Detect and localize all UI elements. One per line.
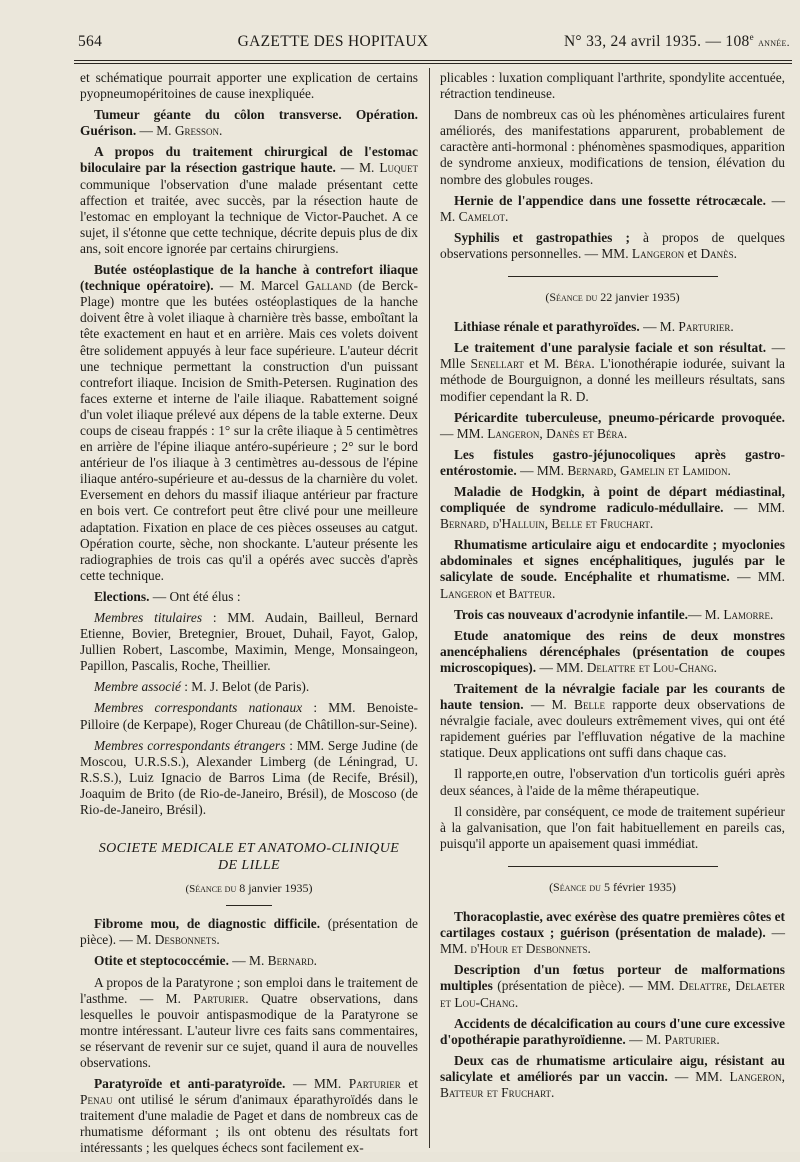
- paragraph: Dans de nombreux cas où les phénomènes articulaires furent améliorés, des manifestations apparurent, probablement de caractère anti-hormonal : phénomènes spasmodiques, apparition de syndrome anxieux, modifications de tension, élévation du nombre des globules rouges.: [440, 107, 785, 187]
- article-entry: Fibrome mou, de diagnostic difficile. (présentation de pièce). — M. Desbonnets.: [80, 916, 418, 948]
- session-date: (Séance du 5 février 1935): [549, 879, 676, 894]
- paragraph: Il rapporte,en outre, l'observation d'un torticolis guéri après deux séances, à l'aide de la même thérapeutique.: [440, 766, 785, 798]
- society-heading: SOCIETE MEDICALE ET ANATOMO-CLINIQUE DE LILLE: [98, 841, 400, 874]
- section-rule: [226, 905, 272, 906]
- section-rule: [508, 866, 718, 867]
- section-rule: [508, 276, 718, 277]
- article-entry: Rhumatisme articulaire aigu et endocardite ; myoclonies abdominales et signes encéphalitiques, jugulés par le salicylate de soude. Encéphalite et rhumatisme. — MM. Langeron et Batteur.: [440, 537, 785, 601]
- elections-list: Membres correspondants nationaux : MM. Benoiste-Pilloire (de Kerpape), Roger Chureau (de Châtillon-sur-Seine).: [80, 700, 419, 732]
- article-entry: Tumeur géante du côlon transverse. Opération. Guérison. — M. Gresson.: [80, 107, 418, 139]
- article-entry: Le traitement d'une paralysie faciale et son résultat. — Mlle Senellart et M. Béra. L'ionothérapie iodurée, suivant la méthode de Bourguignon, a donné les meilleurs résultats, sans modifier cependant la R. D.: [440, 340, 785, 404]
- column-divider: [429, 68, 430, 1148]
- header-rule-thin: [74, 63, 792, 64]
- article-entry: Etude anatomique des reins de deux monstres anencéphaliens dérencéphales (présentation de coupes microscopiques). — MM. Delattre et Lou-Chang.: [440, 627, 785, 675]
- article-entry: Lithiase rénale et parathyroïdes. — M. Parturier.: [454, 319, 734, 335]
- issue-info: N° 33, 24 avril 1935. — 108e année.: [563, 32, 790, 51]
- paragraph: et schématique pourrait apporter une explication de certains pyopneumopéritoines de cause inexpliquée.: [80, 70, 418, 102]
- article-entry: Butée ostéoplastique de la hanche à contrefort iliaque (technique opératoire). — M. Marcel Galland (de Berck-Plage) montre que les butées ostéoplastiques de la hanche doivent être à volet iliaque à charnière très basse, emboîtant la tête exactement en haut et en arrière. Mais ces volets doivent être solidement appuyés à leur face supérieure. L'auteur décrit une technique permettant la construction d'un puissant contrefort iliaque. Incision de Smith-Petersen. Rugination des faces externe et interne de l'aile iliaque. Rabattement soigné d'un volet iliaque prélevé aux dépens de la table externe. Deux coups de ciseau frappés : 1° sur la crête iliaque à 5 centimètres en arrière de l'épine iliaque antéro-supérieure ; 2° sur le bord antérieur de l'os iliaque à 3 centimètres au-dessous de l'épine iliaque antéro-supérieure et au-dessus de la charnière du volet. Eversement en dehors du massif iliaque antérieur par fracture en bois vert. Ce contrefort peut être clivé pour une meilleure adaptation. Fixation en place de ces pièces osseuses au catgut. Opération courte, sèche, non shockante. L'auteur présente les radiographies de trois cas qu'il a opérés avec succès d'après cette technique.: [80, 262, 418, 583]
- elections-list: Membre associé : M. J. Belot (de Paris).: [94, 679, 310, 695]
- article-entry: Trois cas nouveaux d'acrodynie infantile.— M. Lamorre.: [454, 606, 774, 622]
- paragraph: plicables : luxation compliquant l'arthrite, spondylite accentuée, rétraction tendineuse.: [440, 70, 785, 102]
- page-number: 564: [78, 33, 103, 51]
- paragraph: Il considère, par conséquent, ce mode de traitement supérieur à la galvanisation, que l'on fait habituellement en pareils cas, puisqu'il apporte un apaisement quasi immédiat.: [440, 803, 785, 851]
- article-entry: Maladie de Hodgkin, à point de départ médiastinal, compliquée de syndrome radiculo-médullaire. — MM. Bernard, d'Halluin, Belle et Fruchart.: [440, 483, 786, 532]
- article-entry: Péricardite tuberculeuse, pneumo-péricarde provoquée. — MM. Langeron, Danès et Béra.: [440, 409, 785, 441]
- article-entry: Paratyroïde et anti-paratyroïde. — MM. Parturier et Penau ont utilisé le sérum d'animaux éparathyroïdés dans le traitement d'une maladie de Paget et dans de nombreux cas de rhumatisme déformant ; ils ont obtenu des résultats fort intéressants ; les quelques échecs sont facilement ex-: [80, 1076, 418, 1156]
- article-entry: Les fistules gastro-jéjunocoliques après gastro-entérostomie. — MM. Bernard, Gamelin et Lamidon.: [440, 446, 785, 478]
- article-entry: Hernie de l'appendice dans une fossette rétrocæcale. — M. Camelot.: [440, 192, 785, 224]
- session-date: (Séance du 22 janvier 1935): [545, 290, 680, 305]
- article-entry: Thoracoplastie, avec exérèse des quatre premières côtes et cartilages costaux ; guérison (présentation de malade). — MM. d'Hour et Desbonnets.: [440, 909, 785, 957]
- session-date: (Séance du 8 janvier 1935): [185, 881, 313, 896]
- elections-list: Membres titulaires : MM. Audain, Bailleul, Bernard Etienne, Bovier, Bretegnier, Brouet, Duhail, Fayot, Galop, Jullien Robert, Lascombe, Maximin, Menge, Monsaingeon, Papillon, Pascalis, Roche, Theillier.: [80, 610, 418, 674]
- elections-heading: Elections. — Ont été élus :: [94, 588, 241, 604]
- article-entry: Deux cas de rhumatisme articulaire aigu, résistant au salicylate et améliorés par un vaccin. — MM. Langeron, Batteur et Fruchart.: [440, 1052, 785, 1100]
- article-entry: Otite et steptococcémie. — M. Bernard.: [94, 953, 317, 969]
- article-entry: Description d'un fœtus porteur de malformations multiples (présentation de pièce). — MM. Delattre, Delaeter et Lou-Chang.: [440, 962, 785, 1010]
- right-column: [440, 70, 785, 1106]
- article-entry: Accidents de décalcification au cours d'une cure excessive d'opothérapie parathyroïdienne. — M. Parturier.: [440, 1015, 785, 1047]
- article-entry: Traitement de la névralgie faciale par les courants de haute tension. — M. Belle rapporte deux observations de névralgie faciale, avec douleurs extrêmement vives, qui ont été rapidement guéries par l'effluvation négative de la machine statique. Deux applications ont suffi dans chaque cas.: [440, 681, 785, 761]
- journal-title: GAZETTE DES HOPITAUX: [237, 33, 429, 51]
- header-rule: [74, 60, 792, 61]
- article-entry: A propos du traitement chirurgical de l'estomac biloculaire par la résection gastrique haute. — M. Luquet communique l'observation d'une malade présentant cette affection et traitée, avec succès, par la résection haute de l'estomac en employant la technique de Victor-Pauchet. A ce sujet, il s'étonne que cette technique, décrite depuis plus de dix ans, soit encore ignorée par certains chirurgiens.: [80, 144, 418, 256]
- article-entry: A propos de la Paratyrone ; son emploi dans le traitement de l'asthme. — M. Parturier. Quatre observations, dans lesquelles le pouvoir antispasmodique de la Paratyrone se montre intéressant. L'auteur livre ces faits sans commentaires, se réservant de revenir sur ce sujet, quand il aura de nouvelles observations.: [80, 974, 418, 1070]
- article-entry: Syphilis et gastropathies ; à propos de quelques observations personnelles. — MM. Langeron et Danès.: [440, 229, 785, 261]
- left-column: [80, 70, 418, 1162]
- elections-list: Membres correspondants étrangers : MM. Serge Judine (de Moscou, U.R.S.S.), Alexander Limberg (de Léningrad, U. R.S.S.), Luiz Ignacio de Barros Lima (de Recife, Brésil), Joaquim de Brito (de Rio-de-Janeiro, Brésil), de Moscoso (de Rio-de-Janeiro, Brésil).: [80, 737, 418, 818]
- page-header: [78, 32, 790, 58]
